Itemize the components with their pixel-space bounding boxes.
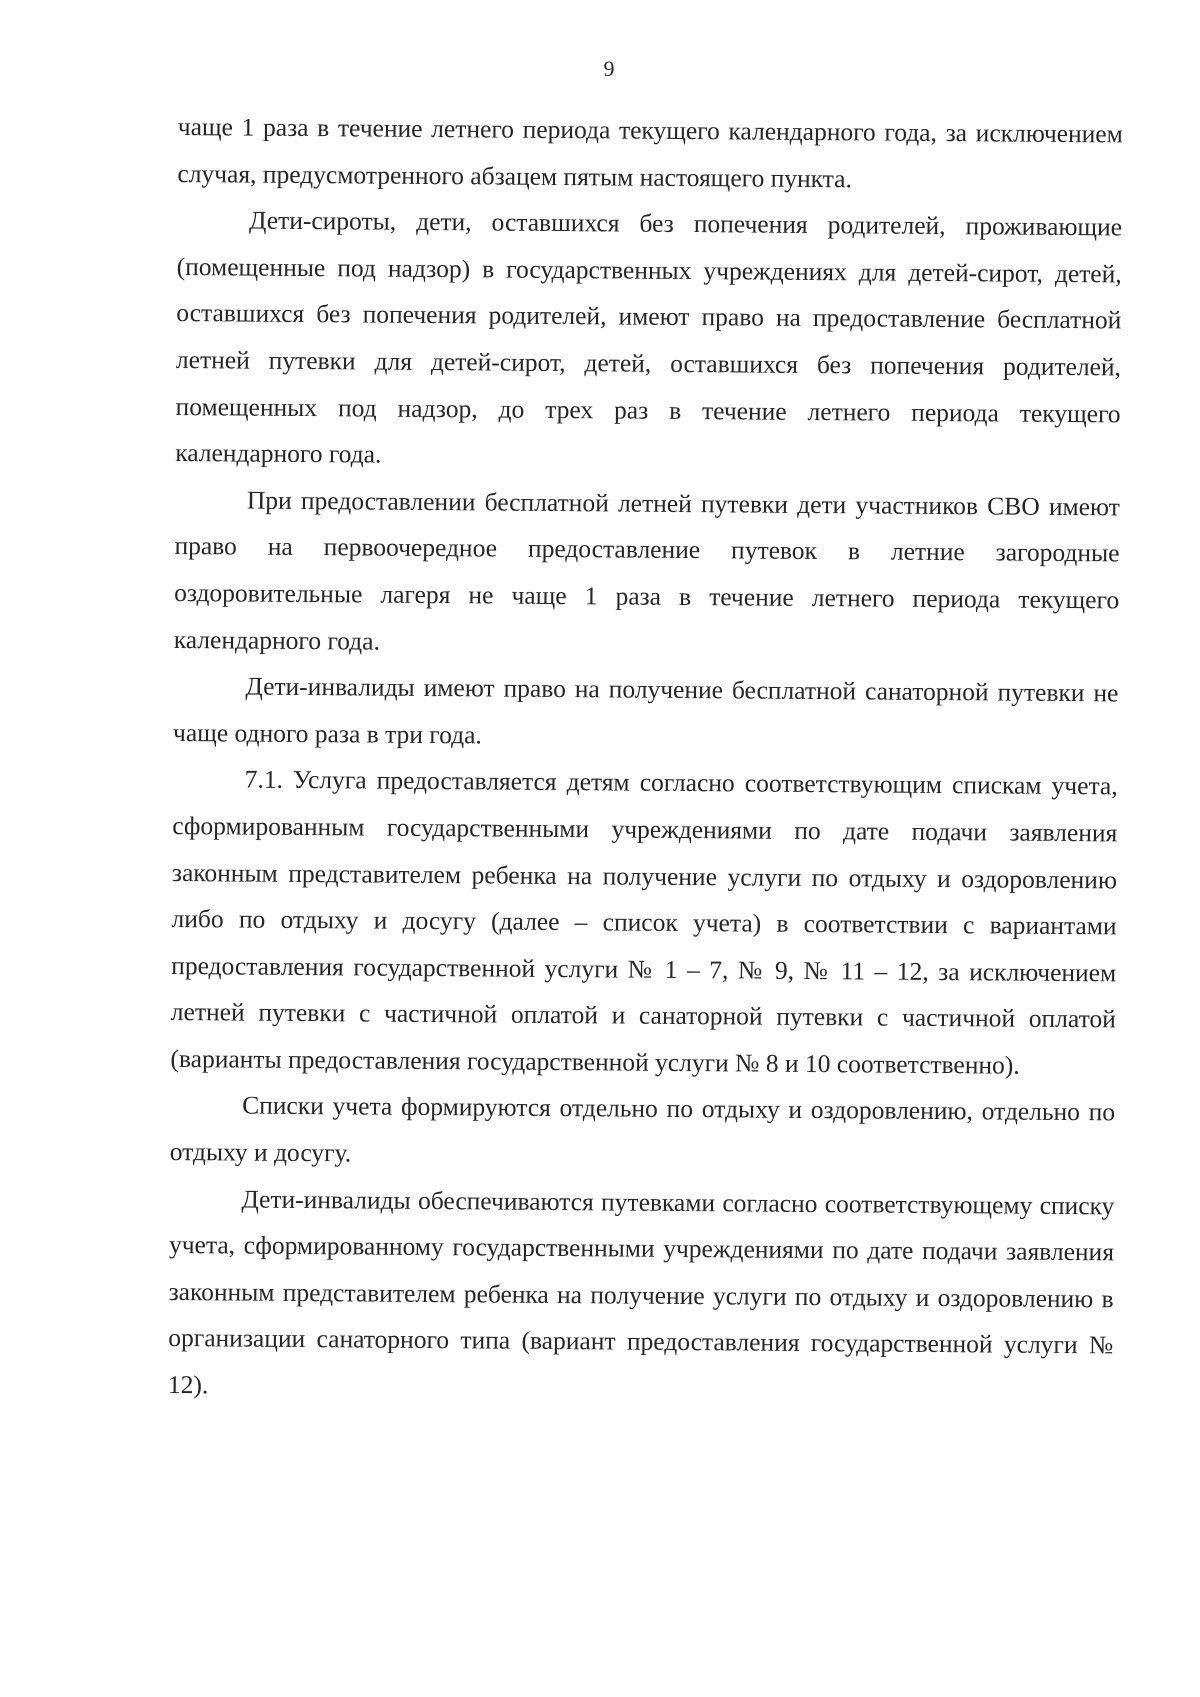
page-number: 9	[603, 56, 615, 81]
paragraph-disabled-sanatorium: Дети-инвалиды имеют право на получение бесплатной санаторной путевки не чаще одного раза в три года.	[172, 671, 1119, 750]
paragraph-disabled-vouchers: Дети-инвалиды обеспечиваются путевками согласно соответствующему списку учета, сформированному государственными учреждениями по дате подачи заявления законным представителем ребенка на получение услуги по отдыху и оздоровлению в организации санаторного типа (вариант предоставления государственной услуги № 12).	[167, 1184, 1115, 1400]
document-body	[168, 104, 1123, 1416]
paragraph-svo-priority: При предоставлении бесплатной летней путевки дети участников СВО имеют право на первоочередное предоставление путевок в летние загородные оздоровительные лагеря не чаще 1 раза в течение летнего периода текущего календарного года.	[173, 485, 1120, 656]
paragraph-7-1-service: 7.1. Услуга предоставляется детям согласно соответствующим спискам учета, сформированным государственными учреждениями по дате подачи заявления законным представителем ребенка на получение услуги по отдыху и оздоровлению либо по отдыху и досугу (далее – список учета) в соответствии с вариантами предоставления государственной услуги № 1 – 7, № 9, № 11 – 12, за исключением летней путевки с частичной оплатой и санаторной путевки с частичной оплатой (варианты предоставления государственной услуги № 8 и 10 соответственно).	[170, 764, 1118, 1080]
paragraph-continuation: чаще 1 раза в течение летнего периода текущего календарного года, за исключением случая, предусмотренного абзацем пятым настоящего пункта.	[177, 111, 1123, 193]
paragraph-orphans-rights: Дети-сироты, дети, оставшихся без попечения родителей, проживающие (помещенные под надзор) в государственных учреждениях для детей-сирот, детей, оставшихся без попечения родителей, имеют право на предоставление бесплатной летней путевки для детей-сирот, детей, оставшихся без попечения родителей, помещенных под надзор, до трех раз в течение летнего периода текущего календарного года.	[175, 205, 1123, 469]
paragraph-lists-formed: Списки учета формируются отдельно по отдыху и оздоровлению, отдельно по отдыху и досугу.	[169, 1091, 1116, 1168]
